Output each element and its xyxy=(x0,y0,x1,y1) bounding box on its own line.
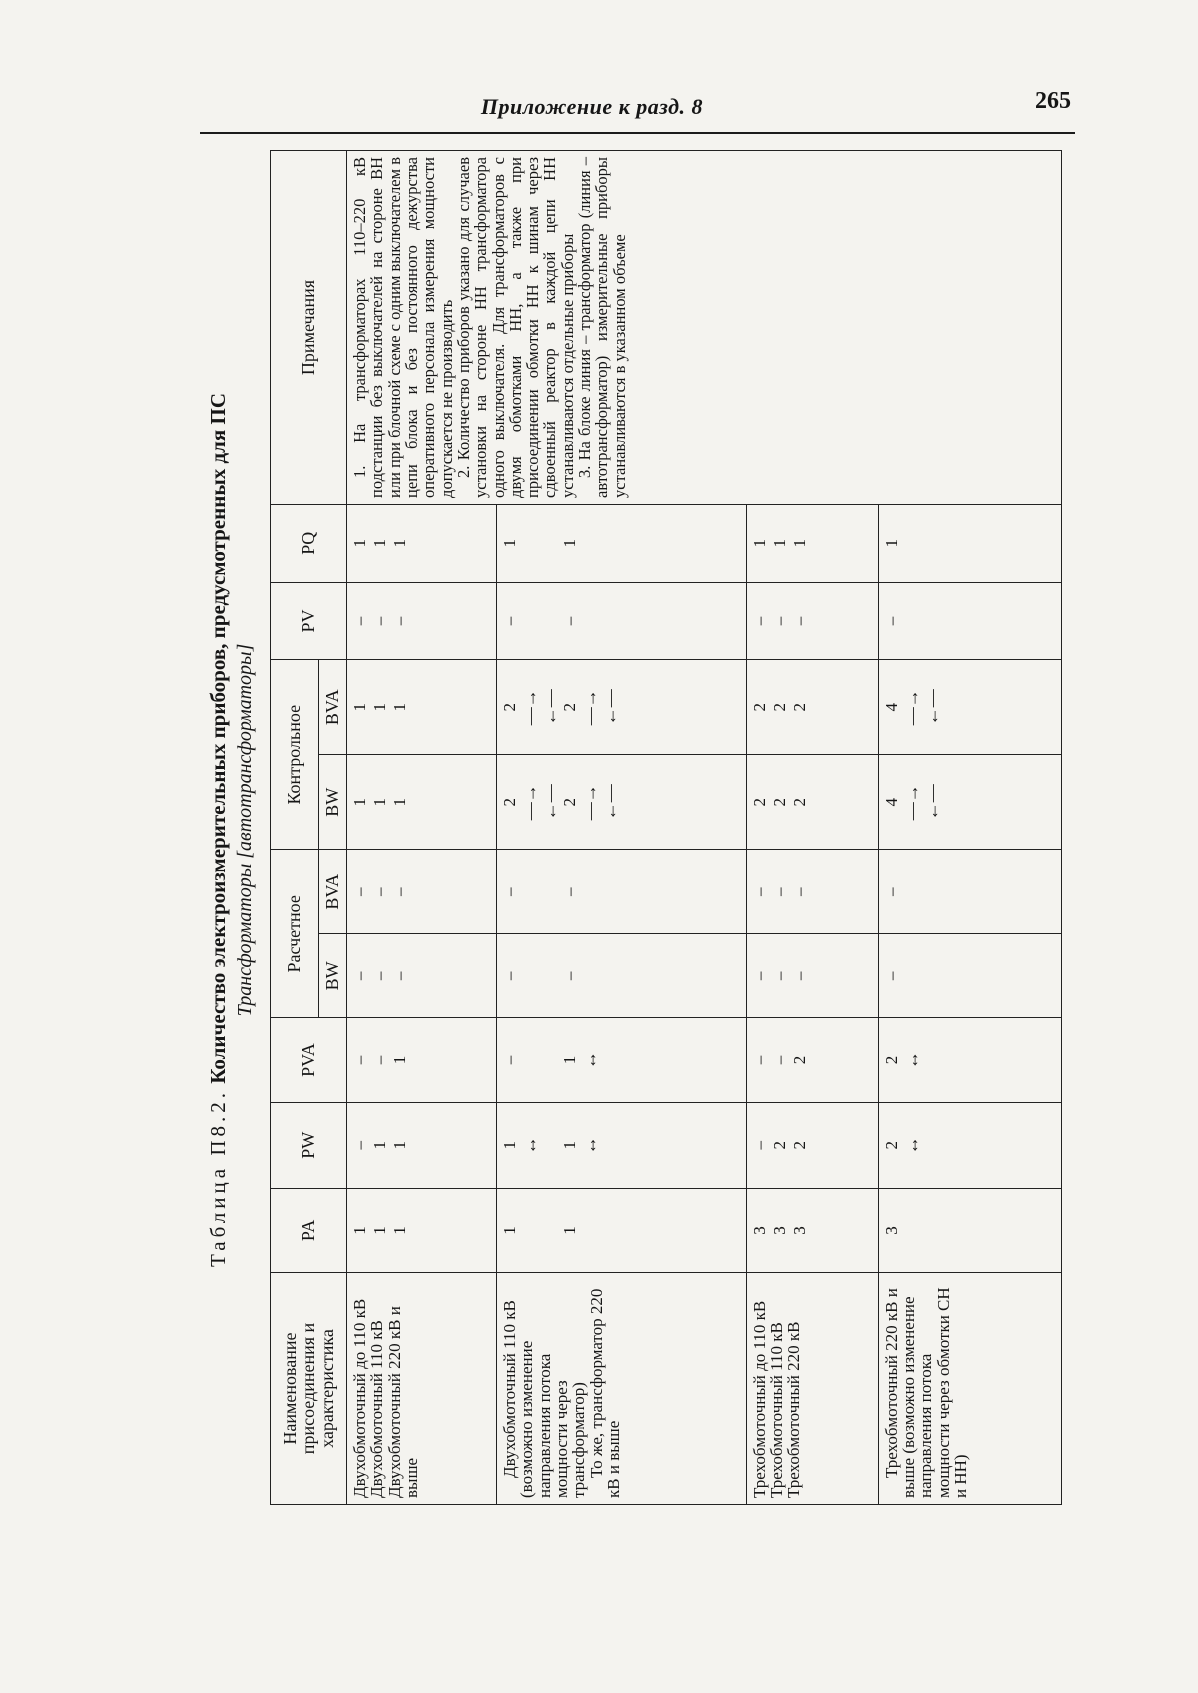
instruments-table xyxy=(270,150,1062,1505)
pv-cell: – – – xyxy=(746,582,878,660)
note-3: 3. На блоке линия – трансформатор (линия – автотрансформатор) измерительные приборы устанавливаются в указанном объеме xyxy=(575,157,629,498)
k-bw-cell: 1 1 1 xyxy=(347,755,497,850)
row-name-cell xyxy=(497,1273,747,1505)
rotated-table-area xyxy=(200,145,1075,1515)
pw-cell: 2 ↔ xyxy=(878,1102,1061,1188)
r-bw-cell: – – – xyxy=(347,934,497,1018)
row-name-line: Двухобмоточный 110 кВ (возможно изменение направления потока мощности через трансформатор) xyxy=(500,1300,589,1498)
k-bva-cell: 1 1 1 xyxy=(347,660,497,755)
note-2: 2. Количество приборов указано для случаев установки на стороне НН трансформатора одного выключателя. Для трансформаторов с двумя обмотками НН, а также при присоединении обмотки НН к шинам через сдвоенный реактор в каждой цепи НН устанавливаются отдельные приборы xyxy=(453,157,577,498)
pw-cell: – 2 2 xyxy=(746,1102,878,1188)
col-pq-header: PQ xyxy=(271,504,347,582)
row-name-cell xyxy=(347,1273,497,1505)
page-header xyxy=(200,82,1075,134)
r-bw-cell: – xyxy=(878,934,1061,1018)
k-bw-cell: 2 —→ ←— 2 —→ ←— xyxy=(497,755,747,850)
table-caption xyxy=(206,145,231,1515)
pq-cell: 1 1 1 xyxy=(347,504,497,582)
row-name-line: То же, трансформатор 220 кВ и выше xyxy=(586,1288,623,1498)
row-name-line: Двухобмоточный до 110 кВ xyxy=(350,1298,369,1498)
col-k-bw-header: BW xyxy=(319,755,347,850)
table-title: Количество электроизмерительных приборов, предусмотренных для ПС xyxy=(206,393,230,1084)
pva-cell: – 1 ↔ xyxy=(497,1018,747,1102)
col-r-bw-header: BW xyxy=(319,934,347,1018)
k-bw-cell: 2 2 2 xyxy=(746,755,878,850)
pva-cell: 2 ↔ xyxy=(878,1018,1061,1102)
k-bw-cell: 4 —→ ←— xyxy=(878,755,1061,850)
row-name-line: Трехобмоточный 220 кВ xyxy=(784,1321,804,1498)
r-bw-cell: – – xyxy=(497,934,747,1018)
col-kontrolnoe-header: Контрольное xyxy=(271,660,319,850)
pq-cell: 1 1 xyxy=(497,504,747,582)
col-pv-header: PV xyxy=(271,582,347,660)
col-k-bva-header: BVA xyxy=(319,660,347,755)
col-pw-header: PW xyxy=(271,1102,347,1188)
row-name-line: Двухобмоточный 110 кВ xyxy=(367,1320,387,1498)
pa-cell: 3 3 3 xyxy=(746,1188,878,1272)
k-bva-cell: 2 —→ ←— 2 —→ ←— xyxy=(497,660,747,755)
pw-cell: – 1 1 xyxy=(347,1102,497,1188)
pva-cell: – – 2 xyxy=(746,1018,878,1102)
running-title: Приложение к разд. 8 xyxy=(480,94,703,119)
table-subtitle: Трансформаторы [автотрансформаторы] xyxy=(234,643,256,1017)
pa-cell: 1 1 xyxy=(497,1188,747,1272)
col-r-bva-header: BVA xyxy=(319,850,347,934)
pv-cell: – xyxy=(878,582,1061,660)
col-notes-header: Примечания xyxy=(271,151,347,505)
row-name-cell xyxy=(746,1273,878,1505)
pa-cell: 3 xyxy=(878,1188,1061,1272)
row-name-line: Трехобмоточный до 110 кВ xyxy=(749,1300,769,1498)
k-bva-cell: 2 2 2 xyxy=(746,660,878,755)
r-bw-cell: – – – xyxy=(746,934,878,1018)
row-name-line: Двухобмоточный 220 кВ и выше xyxy=(384,1306,421,1498)
pw-cell: 1 ↔ 1 ↔ xyxy=(497,1102,747,1188)
pv-cell: – – – xyxy=(347,582,497,660)
r-bva-cell: – – xyxy=(497,850,747,934)
row-name-line: Трехобмоточный 110 кВ xyxy=(766,1322,786,1498)
notes-cell xyxy=(347,151,1062,505)
col-name-header: Наименование присоединения и характеристика xyxy=(271,1273,347,1505)
pa-cell: 1 1 1 xyxy=(347,1188,497,1272)
table-row xyxy=(347,151,497,1505)
k-bva-cell: 4 —→ ←— xyxy=(878,660,1061,755)
note-1: 1. На трансформаторах 110–220 кВ подстанции без выключателей на стороне ВН или при блочной схеме с одним выключателем в цепи блока и без постоянного дежурства оперативного персонала измерения мощности допускается не производить xyxy=(350,157,456,498)
r-bva-cell: – – – xyxy=(746,850,878,934)
row-name-line: Трехобмоточный 220 кВ и выше (возможно изменение направления потока мощности через обмотки СН и НН) xyxy=(881,1287,971,1498)
col-pva-header: PVA xyxy=(271,1018,347,1102)
page-number: 265 xyxy=(1035,88,1071,114)
pq-cell: 1 xyxy=(878,504,1061,582)
pva-cell: – – 1 xyxy=(347,1018,497,1102)
table-label: Таблица П8.2. xyxy=(206,1089,230,1267)
row-name-cell xyxy=(878,1273,1061,1505)
col-raschetnoe-header: Расчетное xyxy=(271,850,319,1018)
pq-cell: 1 1 1 xyxy=(746,504,878,582)
r-bva-cell: – xyxy=(878,850,1061,934)
pv-cell: – – xyxy=(497,582,747,660)
r-bva-cell: – – – xyxy=(347,850,497,934)
col-pa-header: PA xyxy=(271,1188,347,1272)
